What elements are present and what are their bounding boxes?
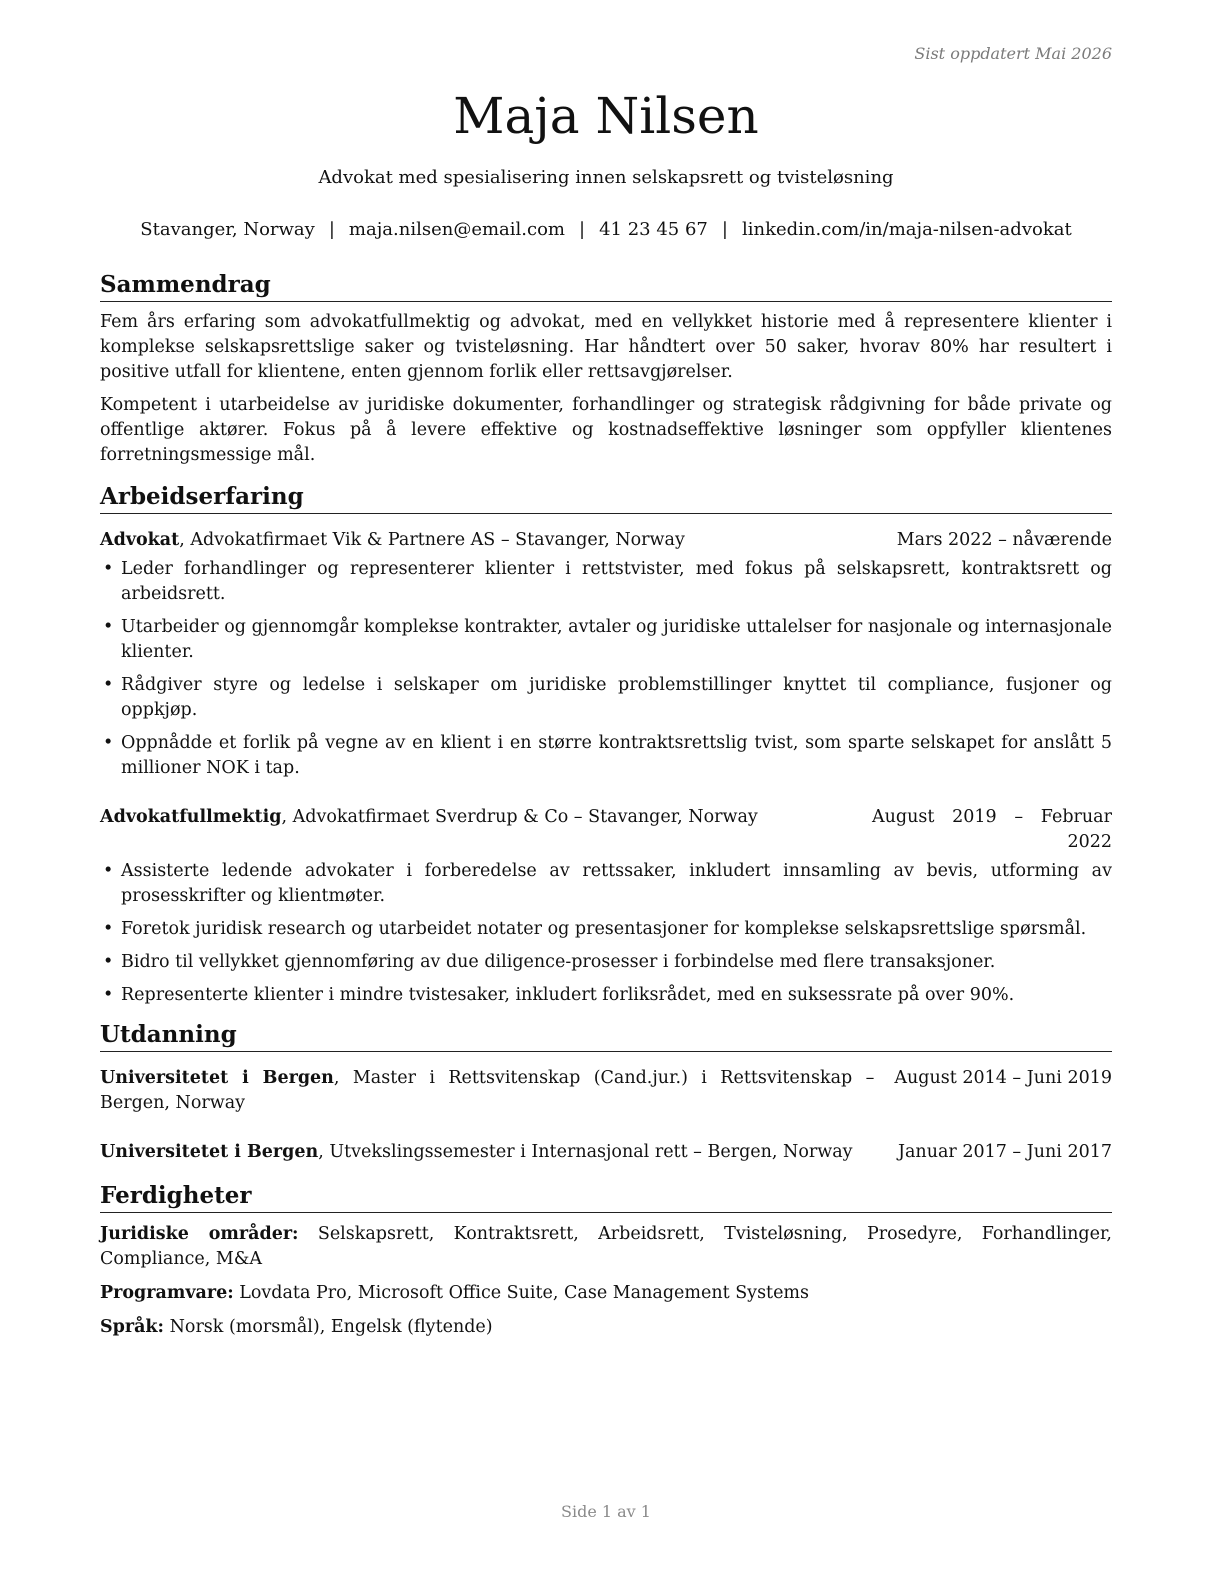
skill-label: Programvare: (100, 1283, 234, 1303)
education-school: Universitetet i Bergen (100, 1142, 319, 1162)
list-item: • Representerte klienter i mindre tvistesaker, inkludert forliksrådet, med en suksessrate på over 90%. (100, 983, 1112, 1008)
list-item: • Oppnådde et forlik på vegne av en klient i en større kontraktsrettslig tvist, som sparte selskapet for anslått 5 millioner NOK i tap. (103, 733, 1112, 778)
education-section (100, 1020, 1112, 1165)
summary-section (100, 270, 1112, 468)
education-detail: , Master i Rettsvitenskap (Cand.jur.) i Rettsvitenskap – Bergen, Norway (100, 1068, 875, 1113)
section-title-skills: Ferdigheter (100, 1181, 1112, 1213)
skills-section (100, 1181, 1112, 1340)
skill-label: Språk: (100, 1317, 165, 1337)
candidate-name: Maja Nilsen (453, 87, 759, 145)
job-employer: , Advokatfirmaet Sverdrup & Co – Stavanger, Norway (281, 807, 758, 827)
resume-page (100, 0, 1112, 1584)
skill-line (100, 1315, 1112, 1340)
resume-body (100, 270, 1112, 1344)
page-number: Side 1 av 1 (561, 1502, 651, 1521)
contact-location: Stavanger, Norway (140, 219, 315, 240)
education-detail: , Utvekslingssemester i Internasjonal rett – Bergen, Norway (318, 1142, 853, 1162)
summary-paragraph: Fem års erfaring som advokatfullmektig og advokat, med en vellykket historie med å representere klienter i komplekse selskapsrettslige saker og tvisteløsning. Har håndtert over 50 saker, hvorav 80% har resultert i positive utfall for klientene, enten gjennom forlik eller rettsavgjørelser. (100, 312, 1112, 382)
contact-separator: | (579, 219, 586, 240)
contact-linkedin[interactable]: linkedin.com/in/maja-nilsen-advokat (741, 219, 1072, 240)
contact-separator: | (328, 219, 335, 240)
job-role: Advokat (100, 530, 180, 550)
bullet-icon: • (103, 733, 114, 753)
section-title-experience: Arbeidserfaring (100, 482, 1112, 514)
bullet-icon: • (103, 919, 114, 939)
list-item: • Foretok juridisk research og utarbeidet notater og presentasjoner for komplekse selskapsrettslige spørsmål. (100, 917, 1112, 942)
bullet-icon: • (103, 675, 114, 695)
job-role: Advokatfullmektig (100, 807, 282, 827)
job-employer: , Advokatfirmaet Vik & Partnere AS – Stavanger, Norway (179, 530, 685, 550)
section-title-summary: Sammendrag (100, 270, 1112, 302)
job-entry (100, 805, 1112, 1008)
list-item: • Bidro til vellykket gjennomføring av due diligence-prosesser i forbindelse med flere transaksjoner. (100, 950, 1112, 975)
skill-value: Selskapsrett, Kontraktsrett, Arbeidsrett, Tvisteløsning, Prosedyre, Forhandlinger, Compliance, M&A (100, 1224, 1112, 1269)
summary-paragraph: Kompetent i utarbeidelse av juridiske dokumenter, forhandlinger og strategisk rådgivning for både private og offentlige aktører. Fokus på å levere effektive og kostnadseffektive løsninger som oppfyller klientenes forretningsmessige mål. (100, 395, 1112, 465)
contact-email[interactable]: maja.nilsen@email.com (348, 219, 566, 240)
education-school: Universitetet i Bergen (100, 1068, 334, 1088)
education-dates: Januar 2017 – Juni 2017 (897, 1142, 1112, 1162)
job-header (100, 528, 1112, 553)
bullet-icon: • (103, 559, 114, 579)
education-dates: August 2014 – Juni 2019 (894, 1068, 1112, 1088)
bullet-icon: • (103, 617, 114, 637)
job-dates: Mars 2022 – nåværende (896, 530, 1112, 550)
list-item: • Utarbeider og gjennomgår komplekse kontrakter, avtaler og juridiske uttalelser for nasjonale og internasjonale klienter. (103, 617, 1112, 662)
contact-line (100, 219, 1112, 240)
job-dates: August 2019 – Februar 2022 (872, 807, 1112, 852)
bullet-icon: • (103, 985, 114, 1005)
contact-separator: | (721, 219, 728, 240)
education-entry (100, 1140, 1112, 1165)
skill-line (100, 1281, 1112, 1306)
bullet-icon: • (103, 861, 114, 881)
skill-line (100, 1222, 1112, 1272)
skill-value: Norsk (morsmål), Engelsk (flytende) (164, 1317, 493, 1337)
section-title-education: Utdanning (100, 1020, 1112, 1052)
last-updated: Sist oppdatert Mai 2026 (914, 44, 1112, 63)
job-bullets (100, 557, 1112, 781)
list-item: • Assisterte ledende advokater i forberedelse av rettssaker, inkludert innsamling av bevis, utforming av prosesskrifter og klientmøter. (103, 861, 1112, 906)
bullet-icon: • (103, 952, 114, 972)
skill-label: Juridiske områder: (100, 1224, 299, 1244)
education-entry (100, 1066, 1112, 1116)
skill-value: Lovdata Pro, Microsoft Office Suite, Case Management Systems (233, 1283, 810, 1303)
contact-phone: 41 23 45 67 (599, 219, 708, 240)
job-entry (100, 528, 1112, 781)
tagline: Advokat med spesialisering innen selskapsrett og tvisteløsning (318, 167, 894, 188)
job-bullets (100, 859, 1112, 1008)
job-header (100, 805, 1112, 855)
experience-section (100, 482, 1112, 1008)
list-item: • Rådgiver styre og ledelse i selskaper om juridiske problemstillinger knyttet til compliance, fusjoner og oppkjøp. (103, 675, 1112, 720)
list-item: • Leder forhandlinger og representerer klienter i rettstvister, med fokus på selskapsrett, kontraktsrett og arbeidsrett. (103, 559, 1112, 604)
